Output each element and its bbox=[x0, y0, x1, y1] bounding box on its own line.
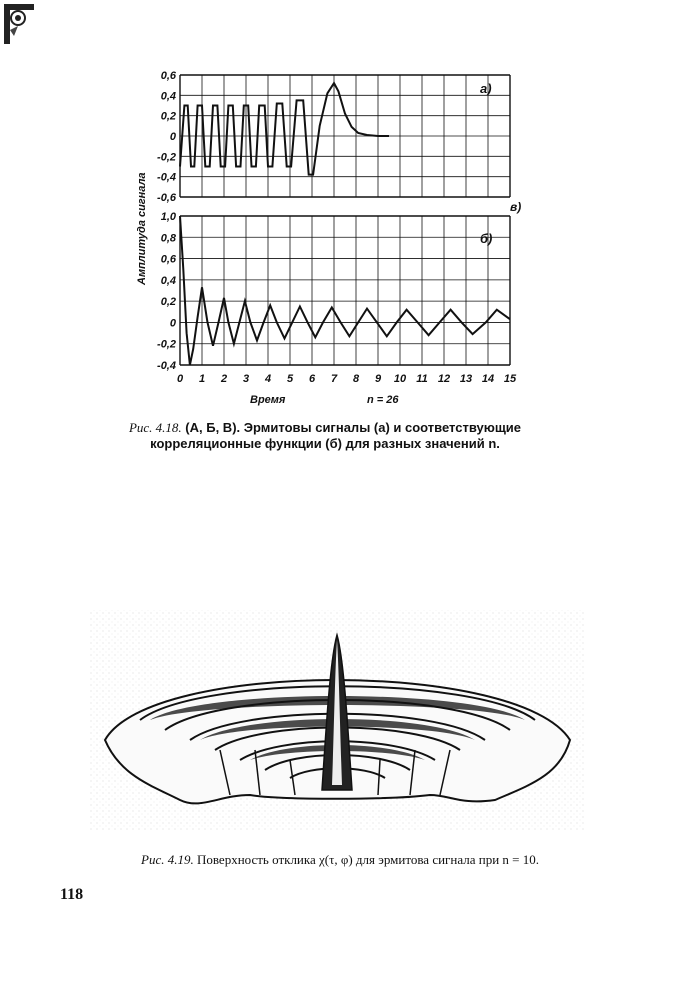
x-tick-label: 9 bbox=[374, 373, 382, 385]
y-tick-label: -0,4 bbox=[157, 360, 176, 372]
y-tick-label: -0,6 bbox=[157, 192, 176, 204]
panel-a-grid bbox=[180, 75, 510, 197]
correlation-function-line bbox=[180, 216, 510, 365]
panel-b-y-ticks bbox=[157, 211, 177, 372]
y-tick-label: 0 bbox=[169, 131, 176, 143]
panel-b-label: б) bbox=[480, 231, 493, 246]
figure-4-18-caption bbox=[120, 420, 530, 452]
x-tick-label: 6 bbox=[308, 373, 316, 385]
x-tick-label: 13 bbox=[459, 373, 473, 385]
corner-ornament-icon bbox=[4, 4, 34, 44]
y-tick-label: 1,0 bbox=[160, 211, 176, 223]
response-surface-illustration bbox=[90, 600, 585, 840]
x-tick-label: 11 bbox=[416, 373, 428, 385]
figure-4-19-caption bbox=[90, 852, 590, 868]
x-tick-label: 10 bbox=[393, 373, 407, 385]
page-number: 118 bbox=[60, 886, 84, 903]
y-tick-label: 0,8 bbox=[160, 232, 176, 245]
panel-b-x-ticks bbox=[177, 373, 517, 385]
hermite-signal-chart bbox=[135, 60, 535, 415]
x-tick-label: 3 bbox=[242, 373, 250, 385]
x-tick-label: 8 bbox=[352, 373, 360, 385]
x-tick-label: 7 bbox=[330, 373, 338, 385]
x-tick-label: 1 bbox=[198, 373, 206, 385]
y-axis-title: Амплитуда сигнала bbox=[136, 172, 148, 285]
y-tick-label: 0,4 bbox=[160, 274, 176, 287]
y-tick-label: 0,2 bbox=[160, 296, 176, 309]
y-tick-label: -0,2 bbox=[157, 151, 176, 164]
y-tick-label: 0,6 bbox=[160, 253, 176, 266]
y-tick-label: 0,4 bbox=[160, 90, 176, 103]
panel-b-grid bbox=[180, 216, 510, 365]
x-tick-label: 0 bbox=[176, 373, 184, 385]
x-tick-label: 2 bbox=[220, 373, 228, 385]
x-tick-label: 12 bbox=[437, 373, 451, 385]
figure-4-19-caption-lead: Рис. 4.19. bbox=[141, 852, 194, 867]
panel-a-y-ticks bbox=[157, 70, 177, 204]
x-tick-label: 15 bbox=[503, 373, 517, 385]
y-tick-label: -0,2 bbox=[157, 338, 176, 351]
y-tick-label: 0 bbox=[169, 317, 176, 330]
y-tick-label: -0,4 bbox=[157, 171, 176, 184]
x-tick-label: 5 bbox=[286, 373, 294, 385]
x-tick-label: 4 bbox=[264, 373, 272, 385]
figure-4-19-caption-text: Поверхность отклика χ(τ, φ) для эрмитова сигнала при n = 10. bbox=[196, 852, 539, 867]
y-tick-label: 0,6 bbox=[160, 70, 176, 82]
y-tick-label: 0,2 bbox=[160, 110, 176, 123]
panel-v-label: в) bbox=[510, 200, 522, 214]
n-label: n = 26 bbox=[367, 394, 399, 406]
panel-a-label: а) bbox=[480, 81, 492, 96]
figure-4-18-caption-lead: Рис. 4.18. bbox=[128, 420, 182, 435]
figure-4-18-caption-text: (А, Б, В). Эрмитовы сигналы (а) и соответствующие корреляционные функции (б) для разных значений n. bbox=[150, 420, 522, 451]
x-axis-title: Время bbox=[250, 394, 286, 406]
x-tick-label: 14 bbox=[481, 373, 495, 385]
hermite-signal-line bbox=[180, 83, 389, 175]
